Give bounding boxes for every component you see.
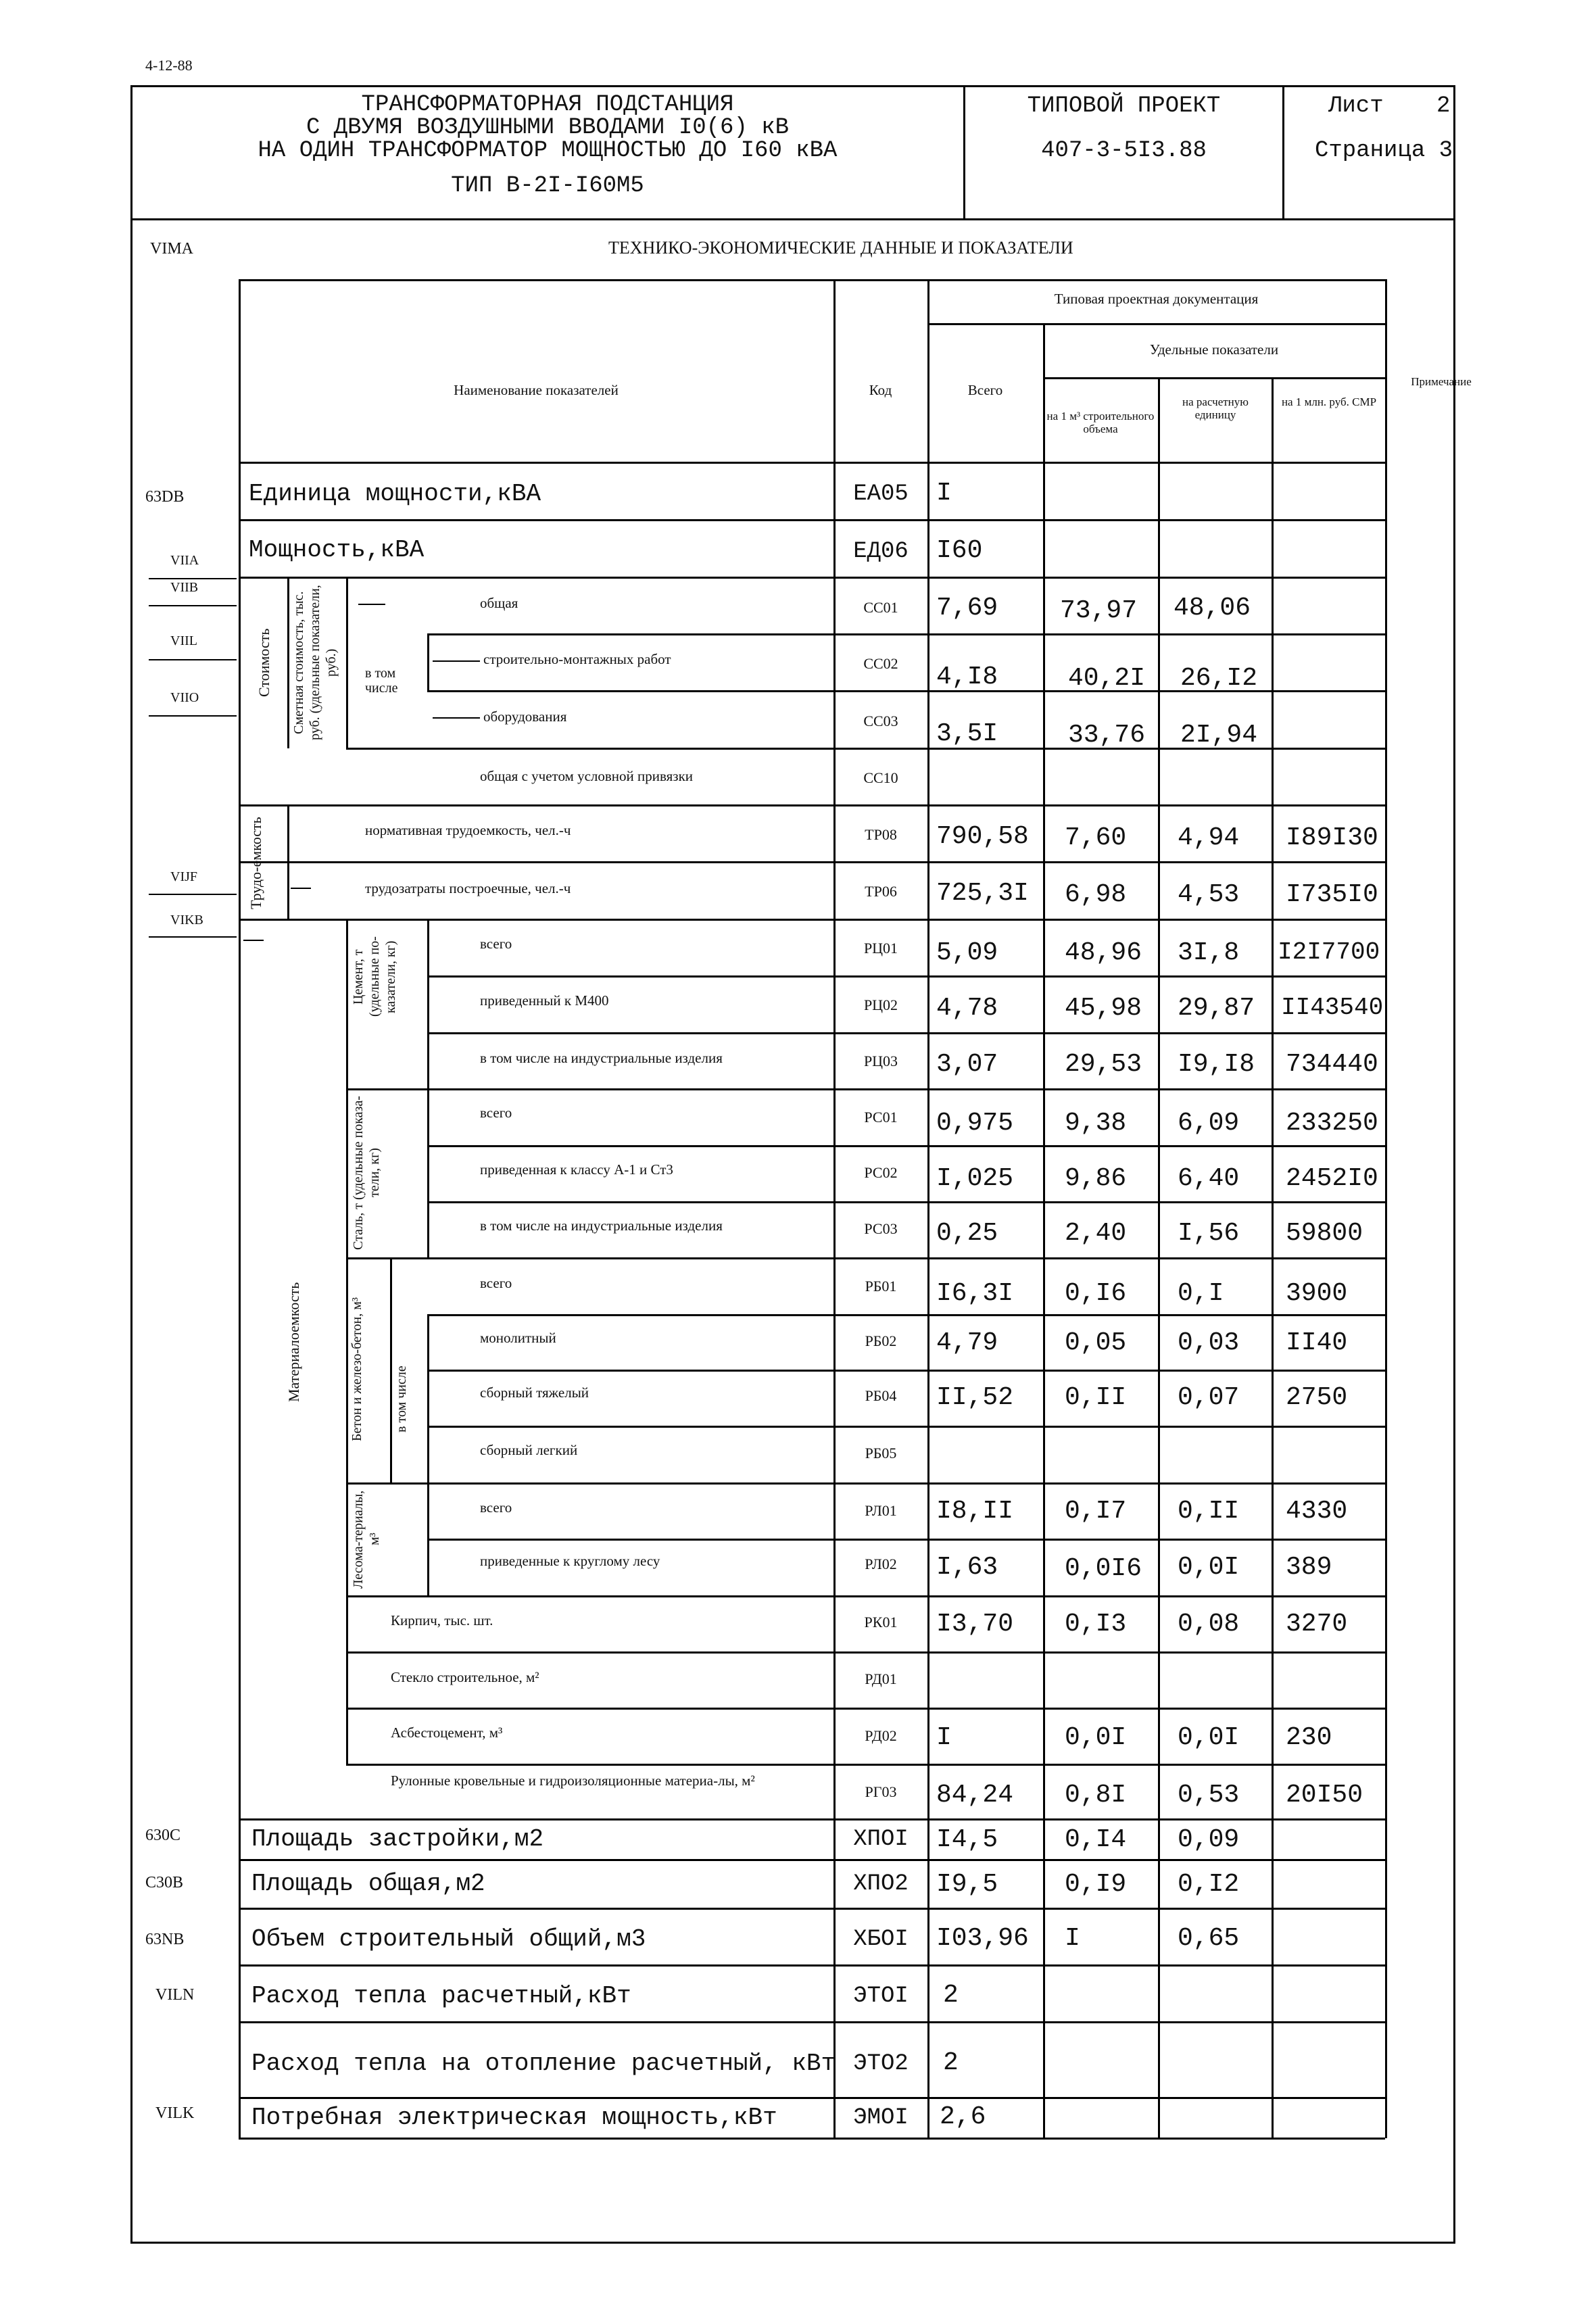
row-total: 0,975	[936, 1109, 1014, 1138]
row-per-mln: I89I30	[1286, 823, 1378, 852]
row-per-mln: 2750	[1286, 1383, 1348, 1412]
row-name: Площадь общая,м2	[251, 1870, 485, 1898]
row-total: 2	[943, 1981, 959, 2010]
row-total: 4,I8	[936, 662, 998, 692]
row-code: ХПОI	[853, 1827, 909, 1852]
row-name: всего	[480, 1499, 512, 1516]
row-code: ЕА05	[853, 481, 909, 507]
margin-mark: VIIA	[170, 553, 199, 568]
row-per-m3: 0,I3	[1065, 1610, 1127, 1639]
row-per-unit: 26,I2	[1180, 664, 1258, 693]
row-total: 4,78	[936, 994, 998, 1023]
row-per-unit: I,56	[1178, 1219, 1240, 1248]
row-name: Единица мощности,кВА	[249, 480, 541, 508]
row-name: Стекло строительное, м²	[391, 1669, 539, 1685]
group-concrete: Бетон и железо-бетон, м³	[349, 1297, 364, 1442]
row-per-m3: 40,2I	[1068, 664, 1146, 693]
row-total: I,025	[936, 1164, 1014, 1193]
group-materials: Материалоемкость	[285, 1282, 302, 1402]
row-code: РЛ01	[865, 1502, 897, 1519]
sheet-label: Лист	[1328, 93, 1384, 119]
row-total: 5,09	[936, 938, 998, 967]
row-per-mln: I735I0	[1286, 880, 1378, 909]
row-name: приведенные к круглому лесу	[480, 1553, 660, 1569]
group-cost: Стоимость	[256, 628, 272, 697]
row-name: сборный тяжелый	[480, 1384, 589, 1401]
document-number: 4-12-88	[145, 57, 193, 74]
margin-mark: VIIB	[170, 580, 199, 595]
row-total: I8,II	[936, 1497, 1014, 1526]
row-per-unit: 2I,94	[1180, 721, 1258, 750]
row-total: 84,24	[936, 1781, 1014, 1810]
header-doc: Типовая проектная документация	[1054, 291, 1259, 307]
row-total: II,52	[936, 1383, 1014, 1412]
row-per-mln: 734440	[1286, 1050, 1378, 1079]
row-per-mln: II43540	[1281, 994, 1384, 1021]
row-name: Площадь застройки,м2	[251, 1825, 544, 1853]
row-total: I	[936, 1723, 952, 1752]
row-total: 2,6	[940, 2102, 986, 2131]
row-code: РЦ02	[863, 996, 898, 1013]
margin-mark: VIJF	[170, 869, 198, 884]
row-per-unit: 0,I	[1178, 1279, 1224, 1308]
row-per-unit: 48,06	[1174, 594, 1251, 623]
margin-mark: 63DB	[145, 488, 185, 506]
row-per-m3: 7,60	[1065, 823, 1127, 852]
row-per-mln: 59800	[1286, 1219, 1363, 1248]
row-per-m3: 9,38	[1065, 1109, 1127, 1138]
project-label: ТИПОВОЙ ПРОЕКТ	[1027, 93, 1221, 119]
row-total: I,63	[936, 1553, 998, 1582]
row-total: 790,58	[936, 822, 1029, 851]
margin-mark: 630C	[145, 1827, 181, 1844]
title-line-1: ТРАНСФОРМАТОРНАЯ ПОДСТАНЦИЯ	[361, 92, 734, 118]
row-total: I9,5	[936, 1870, 998, 1899]
row-name: монолитный	[480, 1330, 556, 1346]
row-code: РБ01	[865, 1278, 897, 1295]
row-per-unit: 0,0I	[1178, 1553, 1240, 1582]
row-per-mln: 3270	[1286, 1610, 1348, 1639]
row-per-unit: I9,I8	[1178, 1050, 1255, 1079]
title-line-3: НА ОДИН ТРАНСФОРМАТОР МОЩНОСТЬЮ ДО I60 кВА	[258, 138, 838, 164]
row-name: всего	[480, 1275, 512, 1291]
row-per-m3: 45,98	[1065, 994, 1142, 1023]
row-total: I03,96	[936, 1924, 1029, 1953]
row-total: 4,79	[936, 1328, 998, 1357]
margin-mark: VIKB	[170, 913, 203, 927]
row-per-unit: 4,94	[1178, 823, 1240, 852]
row-code: РЛ02	[865, 1555, 897, 1572]
row-name: общая с учетом условной привязки	[480, 768, 694, 784]
section-code: VIMA	[150, 240, 193, 258]
row-name: Объем строительный общий,м3	[251, 1925, 646, 1953]
row-per-unit: 0,II	[1178, 1497, 1240, 1526]
header-per-m3: на 1 м³ строительного объема	[1046, 410, 1155, 435]
row-per-unit: 4,53	[1178, 880, 1240, 909]
row-total: 3,5I	[936, 719, 998, 748]
row-per-mln: 20I50	[1286, 1781, 1363, 1810]
row-code: ТР06	[865, 883, 897, 900]
row-code: РЦ03	[863, 1053, 898, 1069]
row-code: ХПО2	[853, 1871, 909, 1897]
row-total: I3,70	[936, 1610, 1014, 1639]
group-concrete-in: в том числе	[394, 1366, 409, 1433]
row-per-m3: 0,0I	[1065, 1723, 1127, 1752]
row-name: всего	[480, 936, 512, 952]
header-code: Код	[869, 382, 892, 398]
row-name: приведенный к М400	[480, 992, 609, 1009]
row-code: РС02	[864, 1164, 898, 1181]
row-per-unit: 6,40	[1178, 1164, 1240, 1193]
row-per-m3: 0,0I6	[1065, 1554, 1142, 1583]
row-code: СС01	[863, 599, 898, 616]
row-per-m3: 0,I4	[1065, 1825, 1127, 1854]
row-name: в том числе на индустриальные изделия	[480, 1050, 723, 1066]
row-per-m3: 29,53	[1065, 1050, 1142, 1079]
page-label: Страница 3	[1315, 138, 1453, 164]
row-name: трудозатраты построечные, чел.-ч	[365, 880, 571, 896]
row-name: нормативная трудоемкость, чел.-ч	[365, 822, 571, 838]
margin-mark: 63NB	[145, 1931, 185, 1948]
row-code: СС02	[863, 655, 898, 672]
row-total: 3,07	[936, 1050, 998, 1079]
row-per-mln: 389	[1286, 1553, 1332, 1582]
margin-mark: VILK	[155, 2104, 195, 2122]
group-in-that: в том числе	[365, 666, 398, 696]
row-per-m3: 0,05	[1065, 1328, 1127, 1357]
row-name: общая	[480, 595, 518, 611]
row-code: РД02	[865, 1727, 897, 1744]
section-title: ТЕХНИКО-ЭКОНОМИЧЕСКИЕ ДАННЫЕ И ПОКАЗАТЕЛИ	[608, 238, 1073, 258]
row-per-unit: 0,I2	[1178, 1870, 1240, 1899]
row-name: Асбестоцемент, м³	[391, 1724, 503, 1741]
row-per-mln: I2I7700	[1278, 938, 1380, 966]
row-name: приведенная к классу А-1 и Ст3	[480, 1161, 673, 1178]
row-per-m3: 2,40	[1065, 1219, 1127, 1248]
row-per-mln: II40	[1286, 1328, 1348, 1357]
row-code: РГ03	[865, 1783, 897, 1800]
row-per-m3: 0,II	[1065, 1383, 1127, 1412]
row-per-unit: 0,0I	[1178, 1723, 1240, 1752]
group-labor: Трудо-емкость	[247, 817, 264, 910]
row-per-unit: 0,53	[1178, 1781, 1240, 1810]
row-per-unit: 6,09	[1178, 1109, 1240, 1138]
row-total: 0,25	[936, 1219, 998, 1248]
row-per-mln: 230	[1286, 1723, 1332, 1752]
row-per-unit: 0,08	[1178, 1610, 1240, 1639]
row-per-m3: 48,96	[1065, 938, 1142, 967]
header-name: Наименование показателей	[454, 382, 619, 398]
row-per-m3: 9,86	[1065, 1164, 1127, 1193]
row-total: I4,5	[936, 1825, 998, 1854]
row-name: в том числе на индустриальные изделия	[480, 1217, 723, 1234]
row-total: I60	[936, 536, 983, 565]
row-code: РБ04	[865, 1387, 897, 1404]
row-per-m3: 0,I9	[1065, 1870, 1127, 1899]
row-name: всего	[480, 1105, 512, 1121]
header-total: Всего	[967, 382, 1003, 398]
row-per-m3: 0,8I	[1065, 1781, 1127, 1810]
row-name: Расход тепла на отопление расчетный, кВт	[251, 2050, 836, 2077]
row-code: ХБОI	[853, 1927, 909, 1952]
title-line-4: ТИП В-2I-I60М5	[451, 173, 644, 199]
row-name: сборный легкий	[480, 1442, 578, 1458]
row-total: 2	[943, 2048, 959, 2077]
row-name: оборудования	[483, 708, 567, 725]
row-per-m3: 33,76	[1068, 721, 1146, 750]
title-block	[135, 93, 960, 197]
row-per-m3: 0,I6	[1065, 1279, 1127, 1308]
row-per-unit: 0,09	[1178, 1825, 1240, 1854]
row-per-unit: 0,65	[1178, 1924, 1240, 1953]
row-code: РБ05	[865, 1445, 897, 1462]
row-name: Рулонные кровельные и гидроизоляционные материа-лы, м²	[391, 1772, 755, 1789]
row-per-unit: 29,87	[1178, 994, 1255, 1023]
header-unit: Удельные показатели	[1149, 341, 1279, 358]
margin-mark: C30B	[145, 1874, 184, 1891]
row-code: РК01	[864, 1614, 898, 1631]
row-per-m3: 73,97	[1060, 596, 1138, 625]
sheet-number: 2	[1436, 93, 1451, 119]
title-line-2: С ДВУМЯ ВОЗДУШНЫМИ ВВОДАМИ I0(6) кВ	[306, 115, 790, 141]
row-total: 7,69	[936, 594, 998, 623]
header-note: Примечание	[1411, 375, 1472, 388]
row-code: РД01	[865, 1670, 897, 1687]
row-code: ТР08	[865, 826, 897, 843]
row-code: РЦ01	[863, 940, 898, 957]
margin-mark: VILN	[155, 1986, 195, 2004]
group-cement: Цемент, т (удельные по-казатели, кг)	[351, 936, 398, 1017]
row-name: Мощность,кВА	[249, 536, 425, 564]
project-number: 407-3-5I3.88	[1041, 138, 1207, 164]
margin-mark: VIIL	[170, 633, 197, 648]
row-name: строительно-монтажных работ	[483, 651, 671, 667]
header-per-mln: на 1 млн. руб. СМР	[1281, 395, 1377, 408]
row-code: СС10	[863, 769, 898, 786]
row-per-mln: 4330	[1286, 1497, 1348, 1526]
row-per-m3: 6,98	[1065, 880, 1127, 909]
row-per-mln: 233250	[1286, 1109, 1378, 1138]
row-name: Потребная электрическая мощность,кВт	[251, 2104, 777, 2131]
row-code: СС03	[863, 713, 898, 729]
row-code: ЭТО2	[853, 2051, 909, 2077]
row-name: Расход тепла расчетный,кВт	[251, 1982, 631, 2010]
row-total: I	[936, 479, 952, 508]
row-name: Кирпич, тыс. шт.	[391, 1612, 493, 1629]
margin-mark: VIIO	[170, 690, 199, 705]
row-per-m3: I	[1065, 1924, 1080, 1953]
row-per-mln: 2452I0	[1286, 1164, 1378, 1193]
row-code: РБ02	[865, 1332, 897, 1349]
row-per-unit: 0,03	[1178, 1328, 1240, 1357]
row-code: РС01	[864, 1109, 898, 1126]
row-code: ЭТОI	[853, 1983, 909, 2009]
header-per-unit: на расчетную единицу	[1182, 395, 1249, 421]
row-per-mln: 3900	[1286, 1279, 1348, 1308]
group-cost-sub: Сметная стоимость, тыс. руб. (удельные показатели, руб.)	[291, 585, 339, 740]
row-per-unit: 0,07	[1178, 1383, 1240, 1412]
group-steel: Сталь, т (удельные показа-тели, кг)	[351, 1096, 382, 1250]
row-per-unit: 3I,8	[1178, 938, 1240, 967]
row-code: ЕД06	[853, 539, 909, 564]
row-code: ЭМОI	[853, 2105, 909, 2131]
row-total: I6,3I	[936, 1279, 1014, 1308]
row-total: 725,3I	[936, 879, 1029, 908]
row-per-m3: 0,I7	[1065, 1497, 1127, 1526]
group-lumber: Лесома-териалы, м³	[351, 1490, 382, 1589]
row-code: РС03	[864, 1220, 898, 1237]
